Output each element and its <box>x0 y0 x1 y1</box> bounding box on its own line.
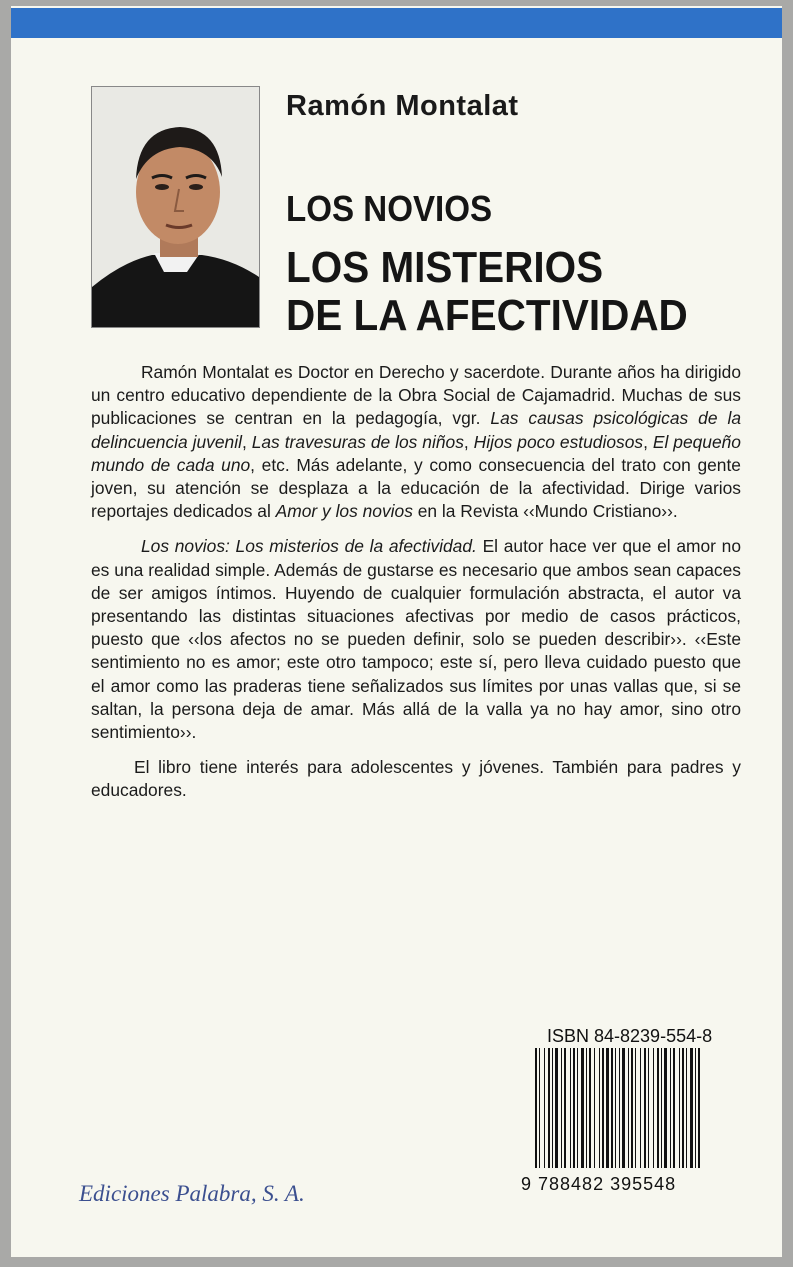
barcode-bar <box>599 1048 600 1168</box>
barcode-bar <box>682 1048 684 1168</box>
barcode-bar <box>552 1048 553 1168</box>
barcode-bar <box>640 1048 641 1168</box>
barcode-bar <box>615 1048 616 1168</box>
barcode-bar <box>539 1048 540 1168</box>
barcode-bar <box>555 1048 558 1168</box>
barcode-bar <box>564 1048 566 1168</box>
paragraph-audience: El libro tiene interés para adolescentes y jóvenes. También para padres y educadores. <box>91 757 741 801</box>
barcode-bar <box>535 1048 537 1168</box>
barcode-bar <box>544 1048 545 1168</box>
description-text <box>91 361 741 815</box>
barcode-bar <box>548 1048 550 1168</box>
barcode-bar <box>622 1048 625 1168</box>
barcode-bar <box>695 1048 696 1168</box>
barcode-bar <box>673 1048 675 1168</box>
isbn-label: ISBN 84-8239-554-8 <box>547 1026 713 1046</box>
barcode-bar <box>653 1048 654 1168</box>
barcode-bar <box>690 1048 693 1168</box>
barcode-bar <box>686 1048 687 1168</box>
barcode-bar <box>573 1048 575 1168</box>
author-portrait <box>91 86 260 328</box>
book-title-main <box>286 244 688 340</box>
barcode-bar <box>570 1048 571 1168</box>
barcode-bar <box>644 1048 646 1168</box>
author-name: Ramón Montalat <box>286 90 519 122</box>
book-back-cover <box>11 6 782 1257</box>
barcode-bar <box>648 1048 649 1168</box>
barcode-bar <box>602 1048 604 1168</box>
barcode-bar <box>635 1048 636 1168</box>
blue-top-band <box>11 8 782 38</box>
barcode-graphic <box>535 1048 703 1168</box>
barcode-bar <box>594 1048 595 1168</box>
publisher-name: Ediciones Palabra, S. A. <box>79 1181 305 1206</box>
barcode-bar <box>586 1048 587 1168</box>
book-title-line2: LOS MISTERIOS <box>286 243 604 292</box>
barcode-bar <box>561 1048 562 1168</box>
book-title-line3: DE LA AFECTIVIDAD <box>286 291 688 340</box>
barcode-bar <box>698 1048 700 1168</box>
barcode-bar <box>589 1048 591 1168</box>
paragraph-book-summary: Los novios: Los misterios de la afectividad. El autor hace ver que el amor no es una realidad simple. Además de gustarse es necesario que ambos sean capaces de ser amigos íntimos. Huyendo de cualquier formulación abstracta, el autor va presentando las distintas situaciones afectivas por medio de casos prácticos, puesto que ‹‹los afectos no se pueden definir, solo se pueden describir››. ‹‹Este sentimiento no es amor; este otro tampoco; este sí, pero lleva cuidado puesto que el amor como las praderas tiene señalizados sus límites por unas vallas que, si se saltan, la persona deja de amar. Más allá de la valla ya no hay amor, sino otro sentimiento››. <box>91 536 742 743</box>
barcode-number: 9 788482 395548 <box>521 1174 677 1194</box>
barcode-bar <box>606 1048 609 1168</box>
barcode-bar <box>664 1048 667 1168</box>
barcode-bar <box>577 1048 578 1168</box>
barcode-bar <box>670 1048 671 1168</box>
barcode-bar <box>628 1048 629 1168</box>
barcode-bar <box>619 1048 620 1168</box>
barcode-bar <box>679 1048 680 1168</box>
barcode-bar <box>631 1048 633 1168</box>
paragraph-author-bio: Ramón Montalat es Doctor en Derecho y sacerdote. Durante años ha dirigido un centro educativo dependiente de la Obra Social de Cajamadrid. Muchas de sus publicaciones se centran en la pedagogía, vgr. Las causas psicológicas de la delincuencia juvenil, Las travesuras de los niños, Hijos poco estudiosos, El pequeño mundo de cada uno, etc. Más adelante, y como consecuencia del trato con gente joven, su atención se desplaza a la educación de la afectividad. Dirige varios reportajes dedicados al Amor y los novios en la Revista ‹‹Mundo Cristiano››. <box>91 362 742 522</box>
barcode-bar <box>657 1048 659 1168</box>
barcode-bar <box>581 1048 584 1168</box>
barcode-bar <box>611 1048 613 1168</box>
barcode-bar <box>661 1048 662 1168</box>
book-title-line1: LOS NOVIOS <box>286 188 493 229</box>
